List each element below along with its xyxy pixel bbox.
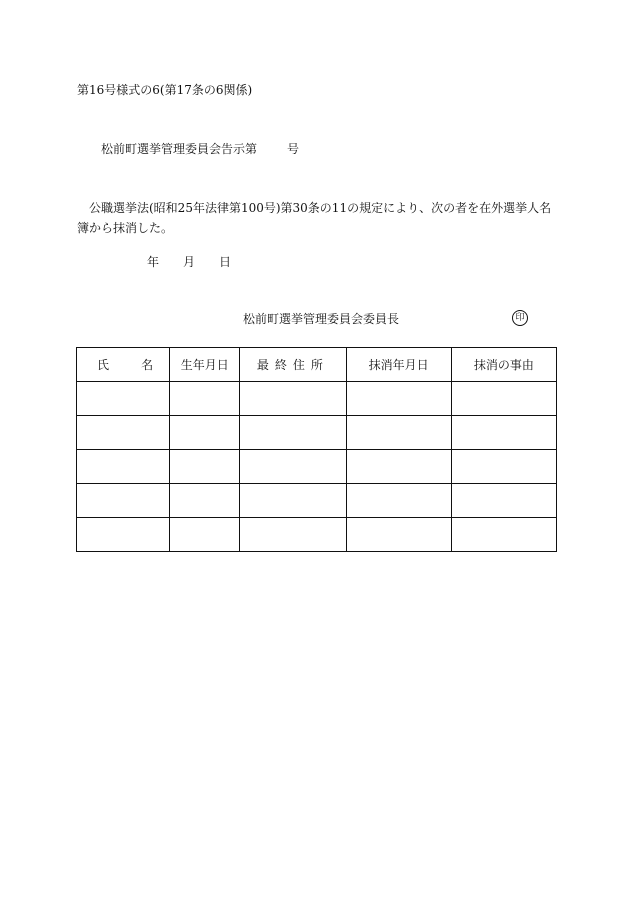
- header-birth: 生年月日: [170, 348, 240, 382]
- table-cell: [77, 382, 170, 416]
- table-cell: [170, 382, 240, 416]
- table-cell: [170, 518, 240, 552]
- table-cell: [346, 382, 451, 416]
- table-row: [77, 450, 557, 484]
- table-body: [77, 382, 557, 552]
- date-day: 日: [219, 255, 232, 269]
- date-line: [147, 255, 231, 269]
- date-month: 月: [183, 255, 196, 269]
- seal-mark: 印: [512, 310, 528, 326]
- header-removal-date: 抹消年月日: [346, 348, 451, 382]
- table-cell: [170, 450, 240, 484]
- form-number: 第16号様式の6(第17条の6関係): [77, 83, 253, 97]
- table-header-row: [77, 348, 557, 382]
- table-cell: [451, 382, 556, 416]
- table-cell: [346, 518, 451, 552]
- header-name-b: 名: [141, 358, 154, 372]
- header-name-a: 氏: [97, 358, 110, 372]
- table-cell: [451, 450, 556, 484]
- table-cell: [240, 382, 346, 416]
- header-reason: 抹消の事由: [451, 348, 556, 382]
- table-cell: [240, 518, 346, 552]
- table-row: [77, 484, 557, 518]
- table-cell: [170, 416, 240, 450]
- header-address: 最終住所: [240, 348, 346, 382]
- table-cell: [346, 484, 451, 518]
- table-cell: [451, 518, 556, 552]
- table-row: [77, 518, 557, 552]
- table-cell: [346, 450, 451, 484]
- table-cell: [240, 484, 346, 518]
- removal-table: [76, 347, 557, 552]
- table-cell: [170, 484, 240, 518]
- table-row: [77, 382, 557, 416]
- table-cell: [451, 416, 556, 450]
- table-cell: [346, 416, 451, 450]
- date-year: 年: [147, 255, 160, 269]
- issuer-name: 松前町選挙管理委員会委員長: [243, 312, 400, 326]
- table-cell: [240, 416, 346, 450]
- notice-title-prefix: 松前町選挙管理委員会告示第: [101, 142, 258, 156]
- notice-title-suffix: 号: [287, 142, 300, 156]
- table-cell: [240, 450, 346, 484]
- notice-title: [101, 142, 299, 156]
- header-name: [77, 348, 170, 382]
- table-cell: [77, 416, 170, 450]
- table-cell: [77, 518, 170, 552]
- table-row: [77, 416, 557, 450]
- table-cell: [77, 450, 170, 484]
- table-cell: [451, 484, 556, 518]
- table-cell: [77, 484, 170, 518]
- body-text: 公職選挙法(昭和25年法律第100号)第30条の11の規定により、次の者を在外選挙人名簿から抹消した。: [77, 201, 552, 235]
